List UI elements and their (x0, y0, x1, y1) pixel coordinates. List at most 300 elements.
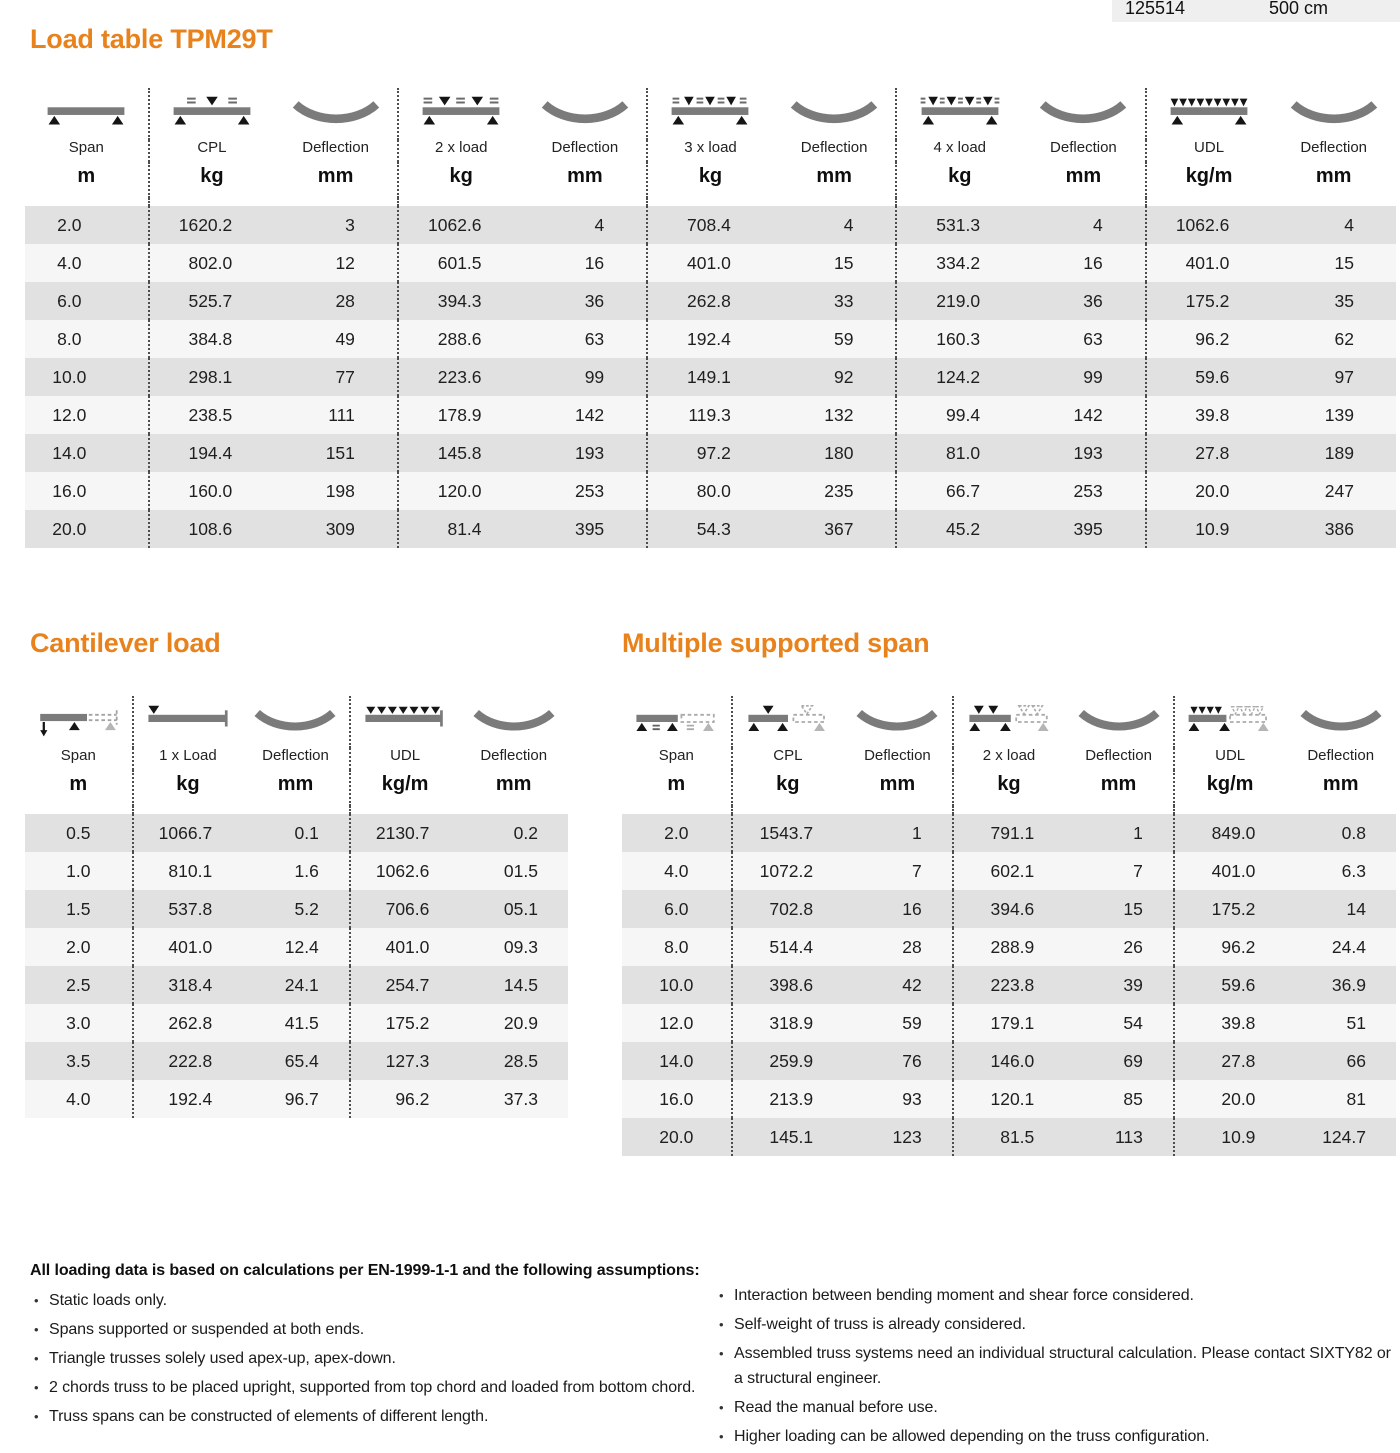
table-cell: 28 (843, 928, 954, 966)
header-body-spacer (843, 806, 954, 814)
table-cell: 33 (773, 282, 898, 320)
load-table-multiple-span (622, 696, 1396, 1156)
header-body-spacer (459, 806, 568, 814)
header-body-spacer (274, 198, 399, 206)
table-cell: 175.2 (351, 1004, 460, 1042)
cantilever-udl-icon-cell (351, 696, 460, 748)
column-unit: mm (773, 162, 898, 198)
table-cell: 59.6 (1147, 358, 1272, 396)
table-cell: 395 (524, 510, 649, 548)
column-unit: kg (648, 162, 773, 198)
table-cell: 93 (843, 1080, 954, 1118)
multi-load2-icon-cell (954, 696, 1065, 748)
multi-cpl-icon-cell (733, 696, 844, 748)
table-cell: 7 (1064, 852, 1175, 890)
table-cell: 1 (843, 814, 954, 852)
column-label: Deflection (843, 748, 954, 770)
deflection-icon (1296, 699, 1386, 745)
table-cell: 160.3 (897, 320, 1022, 358)
table-cell: 394.3 (399, 282, 524, 320)
column-unit: kg (733, 770, 844, 806)
table-cell: 192.4 (134, 1080, 243, 1118)
table-cell: 318.4 (134, 966, 243, 1004)
cantilever-span-icon-cell (25, 696, 134, 748)
table-cell: 298.1 (150, 358, 275, 396)
table-cell: 386 (1271, 510, 1396, 548)
table-cell: 602.1 (954, 852, 1065, 890)
table-cell: 142 (1022, 396, 1147, 434)
table-cell: 145.8 (399, 434, 524, 472)
multiple-span-section-title: Multiple supported span (622, 628, 930, 658)
column-label: Deflection (1285, 748, 1396, 770)
table-cell: 198 (274, 472, 399, 510)
table-cell: 142 (524, 396, 649, 434)
column-unit: mm (524, 162, 649, 198)
header-body-spacer (773, 198, 898, 206)
column-label: Deflection (1271, 140, 1396, 162)
table-cell: 175.2 (1175, 890, 1286, 928)
table-cell: 1062.6 (399, 206, 524, 244)
footer-bullet-item: • Self-weight of truss is already considered. (717, 1312, 1392, 1337)
table-cell: 1062.6 (1147, 206, 1272, 244)
column-label: CPL (150, 140, 275, 162)
table-cell: 39 (1064, 966, 1175, 1004)
udl-beam-icon-cell (1147, 88, 1272, 140)
row-span-value: 1.0 (25, 852, 134, 890)
deflection-icon-cell (524, 88, 649, 140)
simple-beam-icon (38, 91, 134, 137)
table-cell: 36 (524, 282, 649, 320)
table-cell: 69 (1064, 1042, 1175, 1080)
table-cell: 139 (1271, 396, 1396, 434)
table-cell: 3 (274, 206, 399, 244)
table-cell: 10.9 (1175, 1118, 1286, 1156)
table-cell: 254.7 (351, 966, 460, 1004)
table-cell: 09.3 (459, 928, 568, 966)
load3-beam-icon (662, 91, 758, 137)
row-span-value: 6.0 (622, 890, 733, 928)
column-unit: m (622, 770, 733, 806)
table-cell: 708.4 (648, 206, 773, 244)
column-label: Deflection (459, 748, 568, 770)
table-cell: 42 (843, 966, 954, 1004)
column-unit: mm (242, 770, 351, 806)
table-cell: 77 (274, 358, 399, 396)
table-cell: 54 (1064, 1004, 1175, 1042)
deflection-icon-cell (1271, 88, 1396, 140)
table-cell: 81.4 (399, 510, 524, 548)
table-cell: 66 (1285, 1042, 1396, 1080)
column-label: 2 x load (399, 140, 524, 162)
row-span-value: 10.0 (25, 358, 150, 396)
row-span-value: 20.0 (25, 510, 150, 548)
table-cell: 81 (1285, 1080, 1396, 1118)
table-cell: 1072.2 (733, 852, 844, 890)
table-cell: 259.9 (733, 1042, 844, 1080)
table-cell: 175.2 (1147, 282, 1272, 320)
multi-span-icon-cell (622, 696, 733, 748)
table-cell: 791.1 (954, 814, 1065, 852)
table-cell: 179.1 (954, 1004, 1065, 1042)
row-span-value: 8.0 (622, 928, 733, 966)
table-cell: 49 (274, 320, 399, 358)
table-cell: 1620.2 (150, 206, 275, 244)
deflection-icon (852, 699, 942, 745)
column-label: 1 x Load (134, 748, 243, 770)
table-cell: 802.0 (150, 244, 275, 282)
table-cell: 401.0 (134, 928, 243, 966)
row-span-value: 16.0 (622, 1080, 733, 1118)
row-span-value: 4.0 (25, 244, 150, 282)
table-cell: 36.9 (1285, 966, 1396, 1004)
column-label: Span (25, 140, 150, 162)
column-label: Span (622, 748, 733, 770)
table-cell: 99 (524, 358, 649, 396)
header-body-spacer (150, 198, 275, 206)
table-cell: 97.2 (648, 434, 773, 472)
table-cell: 4 (1022, 206, 1147, 244)
row-span-value: 8.0 (25, 320, 150, 358)
table-cell: 62 (1271, 320, 1396, 358)
deflection-icon-cell (773, 88, 898, 140)
column-unit: kg (897, 162, 1022, 198)
deflection-icon (288, 91, 384, 137)
column-label: Deflection (524, 140, 649, 162)
table-cell: 28 (274, 282, 399, 320)
cpl-beam-icon (164, 91, 260, 137)
table-cell: 398.6 (733, 966, 844, 1004)
deflection-icon-cell (242, 696, 351, 748)
table-cell: 80.0 (648, 472, 773, 510)
table-cell: 132 (773, 396, 898, 434)
row-span-value: 4.0 (622, 852, 733, 890)
deflection-icon-cell (459, 696, 568, 748)
table-cell: 180 (773, 434, 898, 472)
load2-beam-icon (413, 91, 509, 137)
cantilever-section-title: Cantilever load (30, 628, 221, 658)
table-cell: 54.3 (648, 510, 773, 548)
table-cell: 15 (1271, 244, 1396, 282)
table-cell: 395 (1022, 510, 1147, 548)
row-span-value: 2.0 (25, 206, 150, 244)
footer-left-bullets (32, 1288, 732, 1433)
table-cell: 4 (773, 206, 898, 244)
table-cell: 123 (843, 1118, 954, 1156)
row-span-value: 14.0 (25, 434, 150, 472)
table-cell: 20.0 (1175, 1080, 1286, 1118)
table-cell: 4 (1271, 206, 1396, 244)
table-cell: 401.0 (1147, 244, 1272, 282)
cantilever-span-icon (33, 699, 123, 745)
table-cell: 63 (1022, 320, 1147, 358)
deflection-icon (537, 91, 633, 137)
row-span-value: 10.0 (622, 966, 733, 1004)
row-span-value: 12.0 (25, 396, 150, 434)
load4-beam-icon-cell (897, 88, 1022, 140)
cantilever-load-icon (143, 699, 233, 745)
column-unit: kg/m (351, 770, 460, 806)
table-cell: 222.8 (134, 1042, 243, 1080)
table-cell: 16 (1022, 244, 1147, 282)
deflection-icon (1286, 91, 1382, 137)
table-cell: 01.5 (459, 852, 568, 890)
table-cell: 63 (524, 320, 649, 358)
row-span-value: 14.0 (622, 1042, 733, 1080)
header-body-spacer (954, 806, 1065, 814)
header-body-spacer (1285, 806, 1396, 814)
table-cell: 262.8 (134, 1004, 243, 1042)
table-cell: 401.0 (648, 244, 773, 282)
table-cell: 6.3 (1285, 852, 1396, 890)
table-cell: 41.5 (242, 1004, 351, 1042)
column-unit: m (25, 770, 134, 806)
column-unit: mm (1022, 162, 1147, 198)
footer-bullet-item: • Static loads only. (32, 1288, 732, 1313)
table-cell: 7 (843, 852, 954, 890)
table-cell: 97 (1271, 358, 1396, 396)
column-label: Deflection (274, 140, 399, 162)
column-label: Deflection (773, 140, 898, 162)
table-cell: 401.0 (351, 928, 460, 966)
table-cell: 253 (524, 472, 649, 510)
table-cell: 24.1 (242, 966, 351, 1004)
table-cell: 39.8 (1175, 1004, 1286, 1042)
multi-udl-icon (1185, 699, 1275, 745)
column-label: CPL (733, 748, 844, 770)
table-cell: 193 (1022, 434, 1147, 472)
table-cell: 14.5 (459, 966, 568, 1004)
table-cell: 45.2 (897, 510, 1022, 548)
table-cell: 65.4 (242, 1042, 351, 1080)
table-cell: 223.6 (399, 358, 524, 396)
column-label: Deflection (1064, 748, 1175, 770)
table-cell: 20.9 (459, 1004, 568, 1042)
table-cell: 145.1 (733, 1118, 844, 1156)
table-cell: 160.0 (150, 472, 275, 510)
table-cell: 288.6 (399, 320, 524, 358)
column-label: 3 x load (648, 140, 773, 162)
column-unit: m (25, 162, 150, 198)
table-cell: 1 (1064, 814, 1175, 852)
row-span-value: 16.0 (25, 472, 150, 510)
column-unit: kg (150, 162, 275, 198)
table-cell: 318.9 (733, 1004, 844, 1042)
row-span-value: 2.5 (25, 966, 134, 1004)
header-body-spacer (25, 806, 134, 814)
column-unit: mm (1271, 162, 1396, 198)
table-cell: 96.2 (1147, 320, 1272, 358)
column-label: UDL (1175, 748, 1286, 770)
page-title: Load table TPM29T (30, 24, 273, 54)
header-body-spacer (648, 198, 773, 206)
table-cell: 76 (843, 1042, 954, 1080)
table-cell: 219.0 (897, 282, 1022, 320)
table-cell: 15 (773, 244, 898, 282)
column-label: Deflection (1022, 140, 1147, 162)
table-cell: 194.4 (150, 434, 275, 472)
table-cell: 20.0 (1147, 472, 1272, 510)
table-cell: 531.3 (897, 206, 1022, 244)
column-label: Deflection (242, 748, 351, 770)
table-cell: 288.9 (954, 928, 1065, 966)
top-partial-row (1112, 0, 1400, 22)
row-span-value: 4.0 (25, 1080, 134, 1118)
multi-load2-icon (964, 699, 1054, 745)
header-body-spacer (242, 806, 351, 814)
table-cell: 2130.7 (351, 814, 460, 852)
table-cell: 16 (524, 244, 649, 282)
cantilever-load-icon-cell (134, 696, 243, 748)
table-cell: 525.7 (150, 282, 275, 320)
table-cell: 5.2 (242, 890, 351, 928)
table-cell: 120.1 (954, 1080, 1065, 1118)
header-body-spacer (1147, 198, 1272, 206)
load-table-main (25, 88, 1396, 548)
column-label: Span (25, 748, 134, 770)
table-cell: 514.4 (733, 928, 844, 966)
column-unit: mm (274, 162, 399, 198)
table-cell: 26 (1064, 928, 1175, 966)
udl-beam-icon (1161, 91, 1257, 137)
table-cell: 66.7 (897, 472, 1022, 510)
header-body-spacer (25, 198, 150, 206)
table-cell: 51 (1285, 1004, 1396, 1042)
table-cell: 193 (524, 434, 649, 472)
table-cell: 601.5 (399, 244, 524, 282)
header-body-spacer (351, 806, 460, 814)
footer-bullet-item: • Triangle trusses solely used apex-up, apex-down. (32, 1346, 732, 1371)
deflection-icon-cell (843, 696, 954, 748)
table-cell: 309 (274, 510, 399, 548)
deflection-icon (1035, 91, 1131, 137)
header-body-spacer (1022, 198, 1147, 206)
cpl-beam-icon-cell (150, 88, 275, 140)
table-cell: 178.9 (399, 396, 524, 434)
table-cell: 401.0 (1175, 852, 1286, 890)
cantilever-udl-icon (360, 699, 450, 745)
table-cell: 27.8 (1147, 434, 1272, 472)
deflection-icon (250, 699, 340, 745)
column-label: UDL (351, 748, 460, 770)
table-cell: 0.2 (459, 814, 568, 852)
table-cell: 394.6 (954, 890, 1065, 928)
row-span-value: 2.0 (622, 814, 733, 852)
table-cell: 111 (274, 396, 399, 434)
deflection-icon-cell (1022, 88, 1147, 140)
column-label: 4 x load (897, 140, 1022, 162)
table-cell: 15 (1064, 890, 1175, 928)
top-cell-value-1: 125514 (1125, 0, 1186, 18)
load4-beam-icon (912, 91, 1008, 137)
table-cell: 537.8 (134, 890, 243, 928)
table-cell: 151 (274, 434, 399, 472)
table-cell: 39.8 (1147, 396, 1272, 434)
table-cell: 99.4 (897, 396, 1022, 434)
table-cell: 849.0 (1175, 814, 1286, 852)
table-cell: 24.4 (1285, 928, 1396, 966)
header-body-spacer (1175, 806, 1286, 814)
table-cell: 37.3 (459, 1080, 568, 1118)
table-cell: 4 (524, 206, 649, 244)
footer-bullet-item: • Spans supported or suspended at both ends. (32, 1317, 732, 1342)
table-cell: 247 (1271, 472, 1396, 510)
table-cell: 149.1 (648, 358, 773, 396)
load-table-cantilever (25, 696, 568, 1118)
column-unit: kg/m (1147, 162, 1272, 198)
column-label: UDL (1147, 140, 1272, 162)
deflection-icon (1074, 699, 1164, 745)
top-cell-value-2: 500 cm (1269, 0, 1329, 18)
table-cell: 192.4 (648, 320, 773, 358)
row-span-value: 12.0 (622, 1004, 733, 1042)
table-cell: 124.2 (897, 358, 1022, 396)
row-span-value: 20.0 (622, 1118, 733, 1156)
column-unit: mm (843, 770, 954, 806)
deflection-icon-cell (1064, 696, 1175, 748)
header-body-spacer (733, 806, 844, 814)
table-cell: 189 (1271, 434, 1396, 472)
table-cell: 59 (773, 320, 898, 358)
table-cell: 10.9 (1147, 510, 1272, 548)
table-cell: 12 (274, 244, 399, 282)
table-cell: 36 (1022, 282, 1147, 320)
table-cell: 59 (843, 1004, 954, 1042)
footer-bullet-item: • 2 chords truss to be placed upright, supported from top chord and loaded from bottom chord. (32, 1375, 732, 1400)
table-cell: 1543.7 (733, 814, 844, 852)
table-cell: 238.5 (150, 396, 275, 434)
table-cell: 0.1 (242, 814, 351, 852)
header-body-spacer (1271, 198, 1396, 206)
row-span-value: 0.5 (25, 814, 134, 852)
table-cell: 96.2 (351, 1080, 460, 1118)
footer-bullet-item: • Truss spans can be constructed of elements of different length. (32, 1404, 732, 1429)
table-cell: 262.8 (648, 282, 773, 320)
multi-cpl-icon (743, 699, 833, 745)
footer-intro: All loading data is based on calculations per EN-1999-1-1 and the following assumptions: (30, 1262, 700, 1279)
footer-bullet-item: • Assembled truss systems need an individual structural calculation. Please contact SIXTY82 or a structural engineer. (717, 1341, 1392, 1391)
table-cell: 810.1 (134, 852, 243, 890)
load3-beam-icon-cell (648, 88, 773, 140)
column-unit: mm (459, 770, 568, 806)
multi-udl-icon-cell (1175, 696, 1286, 748)
header-body-spacer (399, 198, 524, 206)
footer-bullet-item: • Interaction between bending moment and shear force considered. (717, 1283, 1392, 1308)
footer-bullet-item: • Read the manual before use. (717, 1395, 1392, 1420)
table-cell: 1062.6 (351, 852, 460, 890)
load2-beam-icon-cell (399, 88, 524, 140)
header-body-spacer (134, 806, 243, 814)
table-cell: 213.9 (733, 1080, 844, 1118)
table-cell: 81.0 (897, 434, 1022, 472)
table-cell: 12.4 (242, 928, 351, 966)
table-cell: 81.5 (954, 1118, 1065, 1156)
table-cell: 706.6 (351, 890, 460, 928)
table-cell: 124.7 (1285, 1118, 1396, 1156)
table-cell: 35 (1271, 282, 1396, 320)
header-body-spacer (897, 198, 1022, 206)
table-cell: 108.6 (150, 510, 275, 548)
footer-bullet-item: • Higher loading can be allowed depending on the truss configuration. (717, 1424, 1392, 1449)
row-span-value: 3.5 (25, 1042, 134, 1080)
header-body-spacer (622, 806, 733, 814)
multi-span-icon (631, 699, 721, 745)
column-unit: kg (134, 770, 243, 806)
deflection-icon-cell (274, 88, 399, 140)
row-span-value: 3.0 (25, 1004, 134, 1042)
table-cell: 14 (1285, 890, 1396, 928)
table-cell: 334.2 (897, 244, 1022, 282)
table-cell: 384.8 (150, 320, 275, 358)
